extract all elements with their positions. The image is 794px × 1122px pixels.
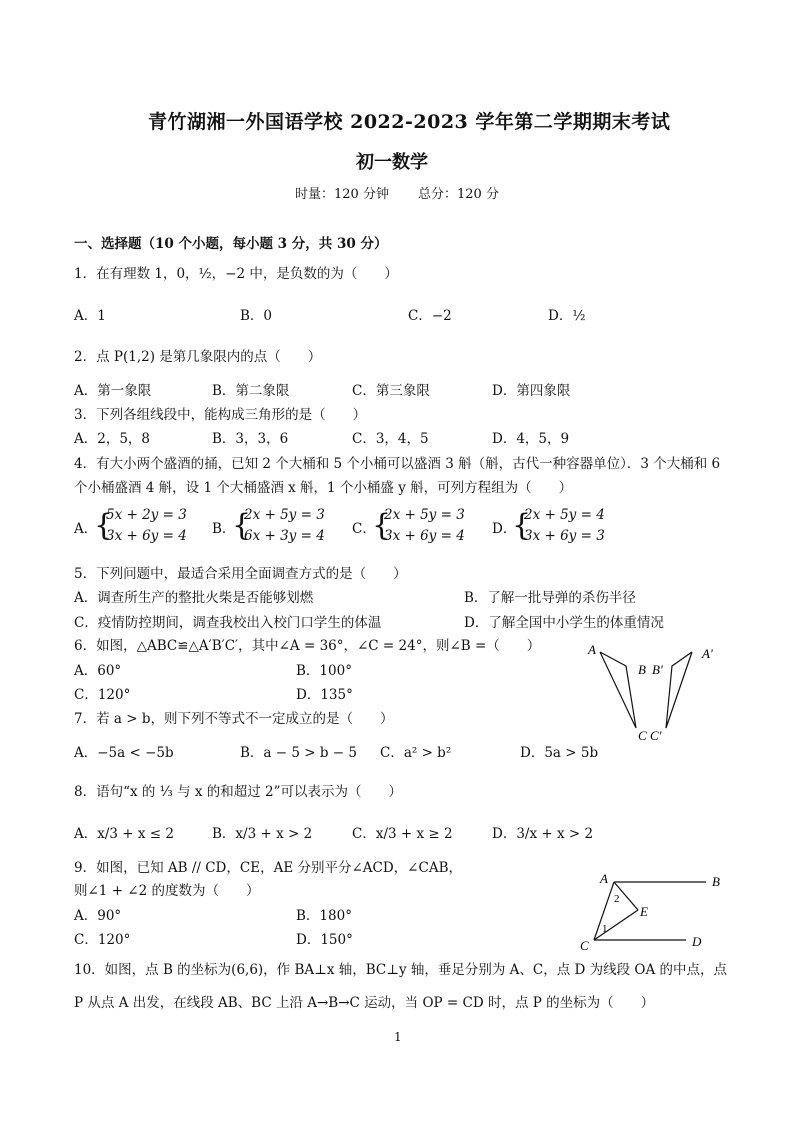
q4-option-d-brace: { <box>512 508 532 543</box>
label-b: B <box>638 662 646 677</box>
q8-option-a: A．x/3 + x ≤ 2 <box>74 826 174 842</box>
q6-option-d: D．135° <box>296 687 353 703</box>
question-4-line-2: 个小桶盛酒 4 斛，设 1 个大桶盛酒 x 斛，1 个小桶盛 y 斛，可列方程组为（ ） <box>74 480 573 496</box>
label-bp: B′ <box>652 662 663 677</box>
section-heading: 一、选择题（10 个小题，每小题 3 分，共 30 分） <box>74 236 388 252</box>
q9-option-b: B．180° <box>296 908 352 924</box>
q1-option-b: B．0 <box>240 308 273 324</box>
q8-option-d: D．3/x + x > 2 <box>492 826 594 842</box>
q8-option-c: C．x/3 + x ≥ 2 <box>352 826 453 842</box>
q9-option-a: A．90° <box>74 908 122 924</box>
q5-option-a: A．调查所生产的整批火柴是否能够划燃 <box>74 590 314 606</box>
q1-option-c: C．−2 <box>408 308 452 324</box>
q7-option-a: A．−5a < −5b <box>74 745 174 761</box>
question-4-line-1: 4．有大小两个盛酒的捅，已知 2 个大桶和 5 个小桶可以盛酒 3 斛（斛，古代一种容器单位）．3 个大桶和 6 <box>74 456 721 472</box>
q4-option-b-label: B． <box>212 521 236 537</box>
q2-option-d: D．第四象限 <box>492 383 571 399</box>
q9-parallel-lines-figure <box>574 866 734 956</box>
q4-option-c-eq2: 3x + 6y = 4 <box>384 528 465 544</box>
question-2: 2．点 P(1,2) 是第几象限内的点（ ） <box>74 349 322 365</box>
label-e: E <box>640 904 648 919</box>
angle-2-label: 2 <box>614 893 620 905</box>
q2-option-a: A．第一象限 <box>74 383 152 399</box>
question-3: 3．下列各组线段中，能构成三角形的是（ ） <box>74 407 367 423</box>
q4-option-a-label: A． <box>74 521 98 537</box>
label-cp: C′ <box>650 728 662 743</box>
q4-option-a-eq2: 3x + 6y = 4 <box>106 528 187 544</box>
triangle-abc <box>600 652 636 728</box>
question-10-line-2: P 从点 A 出发，在线段 AB、BC 上沿 A→B→C 运动，当 OP = CD 时，点 P 的坐标为（ ） <box>74 995 655 1011</box>
label-c: C <box>580 938 589 953</box>
q4-option-c-eq1: 2x + 5y = 3 <box>384 507 465 523</box>
label-b: B <box>712 874 720 889</box>
question-10-line-1: 10．如图，点 B 的坐标为(6,6)，作 BA⊥x 轴，BC⊥y 轴，垂足分别为 A、C，点 D 为线段 OA 的中点，点 <box>74 962 728 978</box>
q4-option-a-brace: { <box>94 508 114 543</box>
q6-triangles-figure <box>580 638 730 746</box>
q4-option-c-label: C． <box>352 521 376 537</box>
q3-option-a: A．2，5，8 <box>74 431 151 447</box>
angle-1-label: 1 <box>602 923 608 935</box>
q4-option-d-label: D． <box>492 521 517 537</box>
q9-option-d: D．150° <box>296 932 353 948</box>
triangle-apbpcp <box>666 652 692 728</box>
q2-option-b: B．第二象限 <box>212 383 290 399</box>
label-ap: A′ <box>702 646 713 661</box>
q4-option-c-brace: { <box>372 508 392 543</box>
q1-option-a: A．1 <box>74 308 106 324</box>
q4-option-b-eq1: 2x + 5y = 3 <box>244 507 325 523</box>
exam-title: 青竹湖湘一外国语学校 2022-2023 学年第二学期期末考试 <box>148 111 671 133</box>
q5-option-c: C．疫情防控期间，调查我校出入校门口学生的体温 <box>74 615 382 631</box>
q4-option-d-eq1: 2x + 5y = 4 <box>524 507 605 523</box>
q7-option-c: C．a² > b² <box>380 745 452 761</box>
label-a: A <box>600 871 608 886</box>
q6-option-a: A．60° <box>74 663 122 679</box>
q7-option-d: D．5a > 5b <box>520 745 599 761</box>
label-c: C <box>638 728 647 743</box>
q3-option-b: B．3，3，6 <box>212 431 289 447</box>
q3-option-c: C．3，4，5 <box>352 431 429 447</box>
label-d: D <box>692 934 702 949</box>
line-ce <box>594 910 638 940</box>
question-7: 7．若 a > b，则下列不等式不一定成立的是（ ） <box>74 711 394 727</box>
label-a: A <box>588 642 596 657</box>
exam-time: 时量：120 分钟 <box>295 187 389 202</box>
q4-option-a-eq1: 5x + 2y = 3 <box>106 507 187 523</box>
page-number: 1 <box>394 1030 402 1044</box>
exam-subtitle: 初一数学 <box>356 152 428 173</box>
q8-option-b: B．x/3 + x > 2 <box>212 826 313 842</box>
question-1: 1．在有理数 1，0，½，−2 中，是负数的为（ ） <box>74 266 398 282</box>
exam-score: 总分：120 分 <box>418 187 499 202</box>
question-6: 6．如图，△ABC≌△A′B′C′，其中∠A = 36°，∠C = 24°，则∠B =（ ） <box>74 638 541 654</box>
q3-option-d: D．4，5，9 <box>492 431 570 447</box>
question-5: 5．下列问题中，最适合采用全面调查方式的是（ ） <box>74 566 407 582</box>
q5-option-b: B．了解一批导弹的杀伤半径 <box>464 590 636 606</box>
q4-option-b-brace: { <box>232 508 252 543</box>
q2-option-c: C．第三象限 <box>352 383 430 399</box>
q5-option-d: D．了解全国中小学生的体重情况 <box>464 615 664 631</box>
question-9-line-1: 9．如图，已知 AB // CD，CE，AE 分别平分∠ACD，∠CAB， <box>74 860 462 876</box>
q7-option-b: B．a − 5 > b − 5 <box>240 745 357 761</box>
q9-option-c: C．120° <box>74 932 131 948</box>
q6-option-c: C．120° <box>74 687 131 703</box>
question-8: 8．语句“x 的 ⅓ 与 x 的和超过 2”可以表示为（ ） <box>74 784 403 800</box>
q1-option-d: D．½ <box>548 308 586 324</box>
q4-option-b-eq2: 6x + 3y = 4 <box>244 528 325 544</box>
q6-option-b: B．100° <box>296 663 352 679</box>
q4-option-d-eq2: 3x + 6y = 3 <box>524 528 605 544</box>
question-9-line-2: 则∠1 + ∠2 的度数为（ ） <box>74 883 260 899</box>
